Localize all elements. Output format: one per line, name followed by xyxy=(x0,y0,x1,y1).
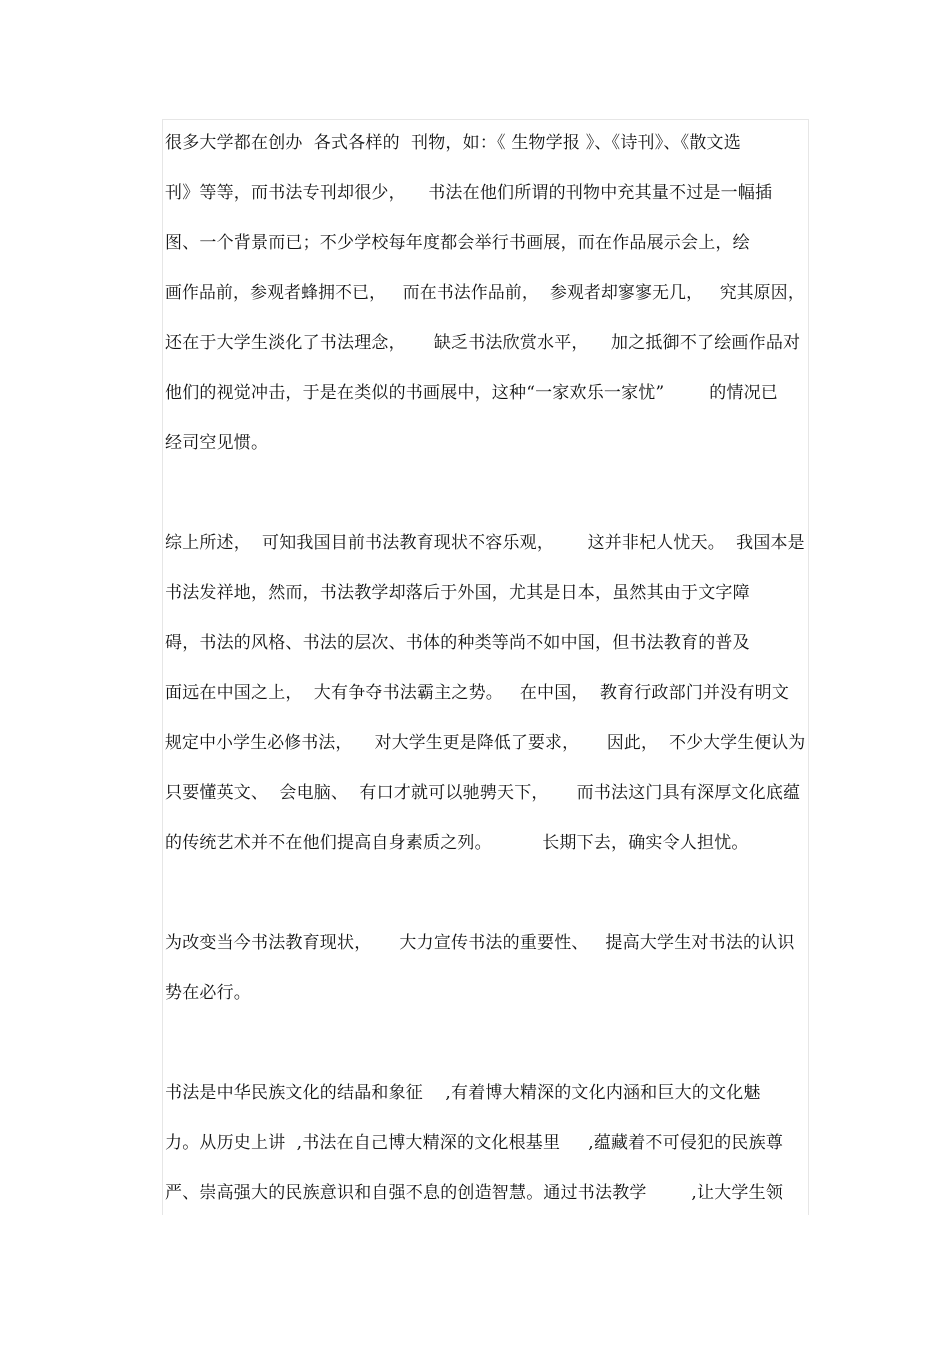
text-line: 力。从历史上讲 ,书法在自己博大精深的文化根基里 ,蕴藏着不可侵犯的民族尊 xyxy=(165,1133,784,1153)
text-line: 他们的视觉冲击，于是在类似的书画展中，这种“一家欢乐一家忧” 的情况已 xyxy=(165,383,779,403)
text-line: 严、崇高强大的民族意识和自强不息的创造智慧。通过书法教学 ,让大学生领 xyxy=(165,1183,784,1203)
text-line: 只要懂英文、 会电脑、 有口才就可以驰骋天下， 而书法这门具有深厚文化底蕴 xyxy=(165,783,801,803)
text-line: 的传统艺术并不在他们提高自身素质之列。 长期下去，确实令人担忧。 xyxy=(165,833,749,853)
text-line: 碍，书法的风格、书法的层次、书体的种类等尚不如中国，但书法教育的普及 xyxy=(165,633,750,653)
text-line: 经司空见惯。 xyxy=(165,433,269,453)
text-line: 综上所述， 可知我国目前书法教育现状不容乐观， 这并非杞人忧天。 我国本是 xyxy=(165,533,805,553)
text-line: 刊》等等，而书法专刊却很少， 书法在他们所谓的刊物中充其量不过是一幅插 xyxy=(165,183,773,203)
text-line: 势在必行。 xyxy=(165,983,251,1003)
text-line: 书法是中华民族文化的结晶和象征 ,有着博大精深的文化内涵和巨大的文化魅 xyxy=(165,1083,761,1103)
text-line: 规定中小学生必修书法， 对大学生更是降低了要求， 因此， 不少大学生便认为 xyxy=(165,733,806,753)
text-line: 面远在中国之上， 大有争夺书法霸主之势。 在中国， 教育行政部门并没有明文 xyxy=(165,683,790,703)
text-line: 书法发祥地，然而，书法教学却落后于外国，尤其是日本，虽然其由于文字障 xyxy=(165,583,750,603)
text-line: 画作品前，参观者蜂拥不已， 而在书法作品前， 参观者却寥寥无几， 究其原因， xyxy=(165,283,805,303)
text-line: 还在于大学生淡化了书法理念， 缺乏书法欣赏水平， 加之抵御不了绘画作品对 xyxy=(165,333,801,353)
text-line: 很多大学都在创办 各式各样的 刊物，如：《 生物学报 》、《诗刊》、《散文选 xyxy=(165,133,741,153)
text-line: 为改变当今书法教育现状， 大力宣传书法的重要性、 提高大学生对书法的认识 xyxy=(165,933,795,953)
text-line: 图、一个背景而已；不少学校每年度都会举行书画展，而在作品展示会上，绘 xyxy=(165,233,750,253)
